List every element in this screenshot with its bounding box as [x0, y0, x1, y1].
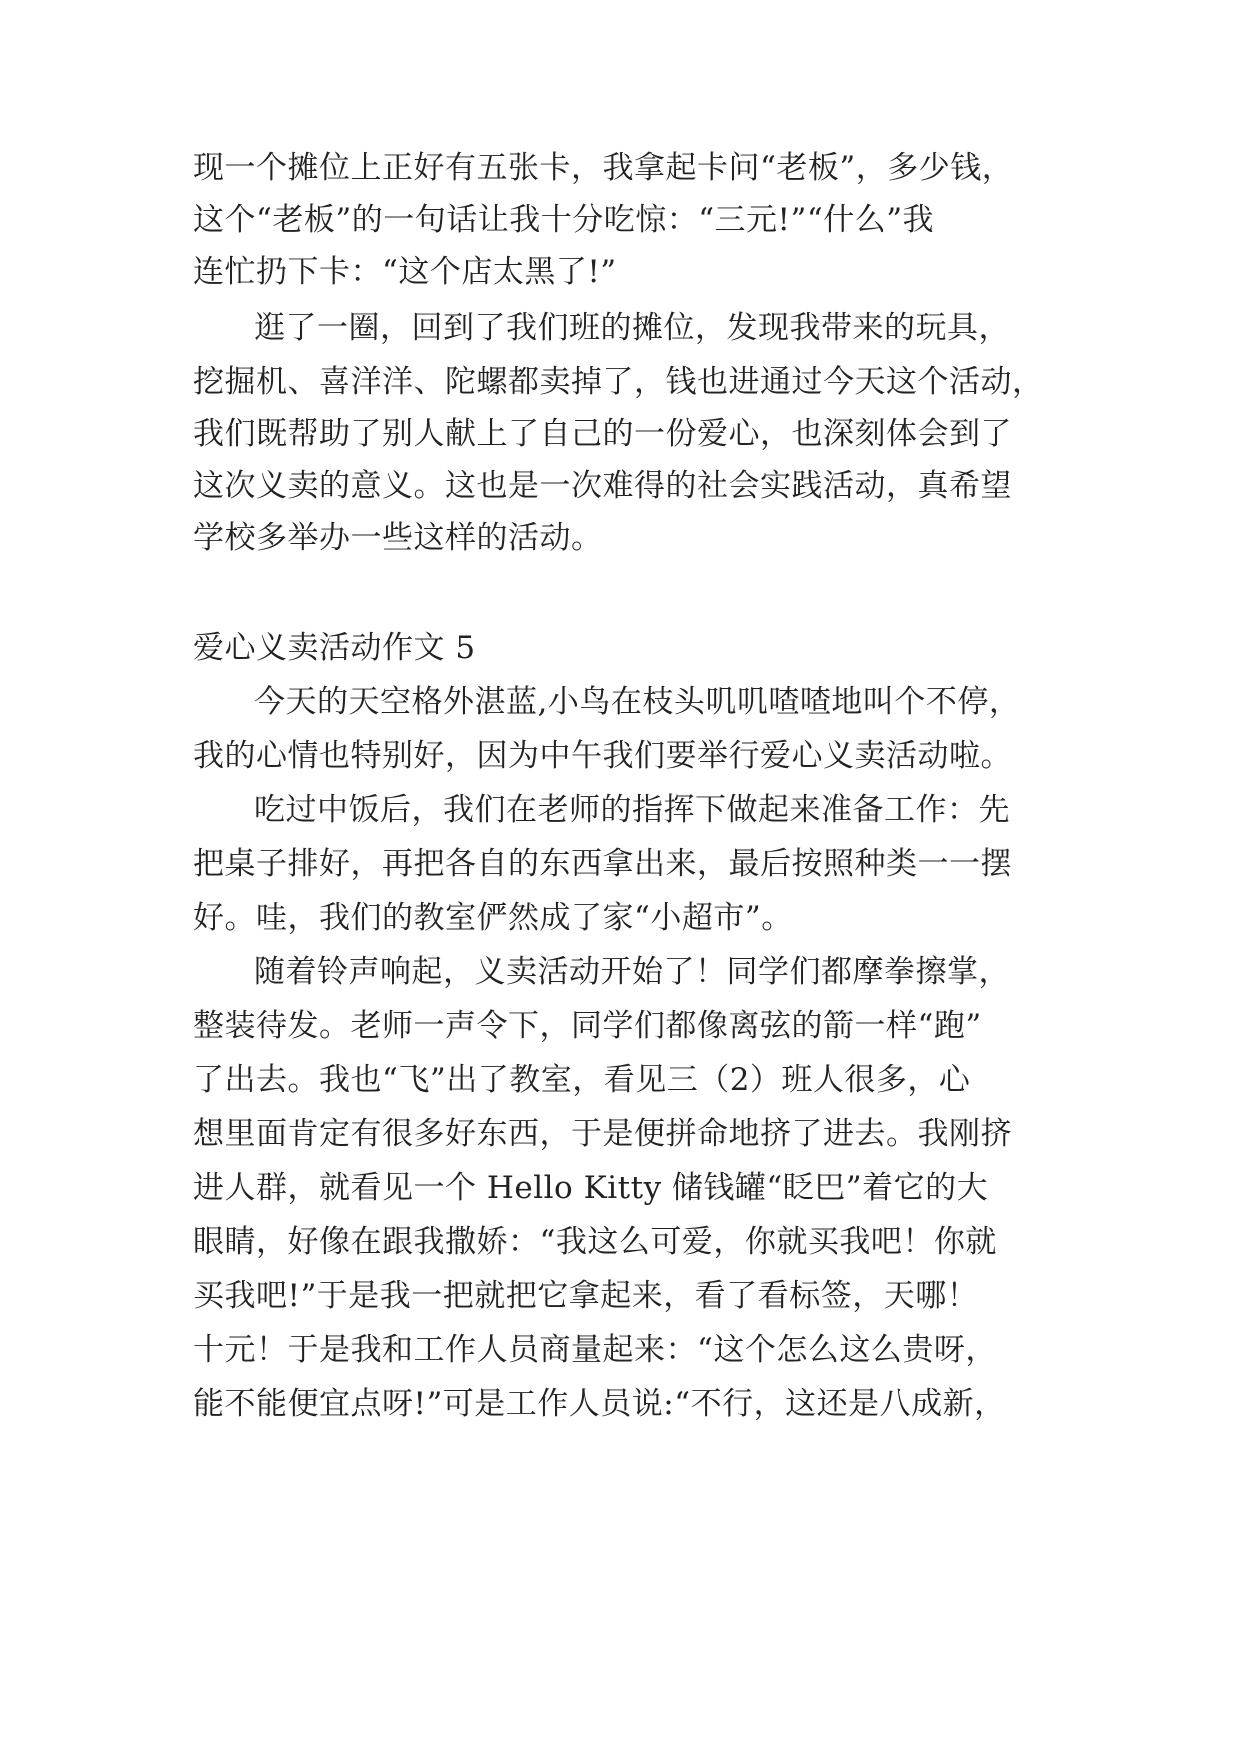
paragraph-1-line-1: 现一个摊位上正好有五张卡，我拿起卡问“老板”，多少钱，	[193, 150, 1014, 186]
paragraph-2-line-5: 学校多举办一些这样的活动。	[193, 520, 603, 556]
paragraph-5-line-8: 十元！于是我和工作人员商量起来：“这个怎么这么贵呀，	[193, 1332, 997, 1368]
paragraph-3-line-2: 我的心情也特别好，因为中午我们要举行爱心义卖活动啦。	[193, 738, 1012, 774]
paragraph-5-line-7: 买我吧!”于是我一把就把它拿起来，看了看标签，天哪！	[193, 1278, 979, 1314]
paragraph-5-line-9: 能不能便宜点呀!”可是工作人员说:“不行，这还是八成新，	[193, 1386, 1006, 1422]
paragraph-5-line-6: 眼睛，好像在跟我撒娇：“我这么可爱，你就买我吧！你就	[193, 1224, 997, 1260]
paragraph-1-line-2: 这个“老板”的一句话让我十分吃惊：“三元!”“什么”我	[193, 202, 935, 238]
paragraph-4-line-2: 把桌子排好，再把各自的东西拿出来，最后按照种类一一摆	[193, 846, 1012, 882]
section-title: 爱心义卖活动作文 5	[193, 630, 476, 666]
paragraph-4-line-1: 吃过中饭后，我们在老师的指挥下做起来准备工作：先	[254, 792, 1010, 828]
paragraph-5-line-1: 随着铃声响起，义卖活动开始了！同学们都摩拳擦掌，	[254, 954, 1010, 990]
paragraph-2-line-2: 挖掘机、喜洋洋、陀螺都卖掉了，钱也进通过今天这个活动，	[193, 364, 1044, 400]
paragraph-2-line-1: 逛了一圈，回到了我们班的摊位，发现我带来的玩具，	[254, 310, 1010, 346]
paragraph-5-line-5: 进人群，就看见一个 Hello Kitty 储钱罐“眨巴”着它的大	[193, 1170, 989, 1206]
paragraph-4-line-3: 好。哇，我们的教室俨然成了家“小超市”。	[193, 900, 793, 936]
paragraph-2-line-4: 这次义卖的意义。这也是一次难得的社会实践活动，真希望	[193, 468, 1012, 504]
paragraph-3-line-1: 今天的天空格外湛蓝,小鸟在枝头叽叽喳喳地叫个不停，	[254, 684, 1021, 720]
paragraph-2-line-3: 我们既帮助了别人献上了自己的一份爱心，也深刻体会到了	[193, 416, 1012, 452]
paragraph-5-line-4: 想里面肯定有很多好东西，于是便拼命地挤了进去。我刚挤	[193, 1116, 1012, 1152]
paragraph-5-line-2: 整装待发。老师一声令下，同学们都像离弦的箭一样“跑”	[193, 1008, 982, 1044]
paragraph-1-line-3: 连忙扔下卡：“这个店太黑了!”	[193, 254, 617, 290]
paragraph-5-line-3: 了出去。我也“飞”出了教室，看见三（2）班人很多，心	[193, 1062, 971, 1098]
